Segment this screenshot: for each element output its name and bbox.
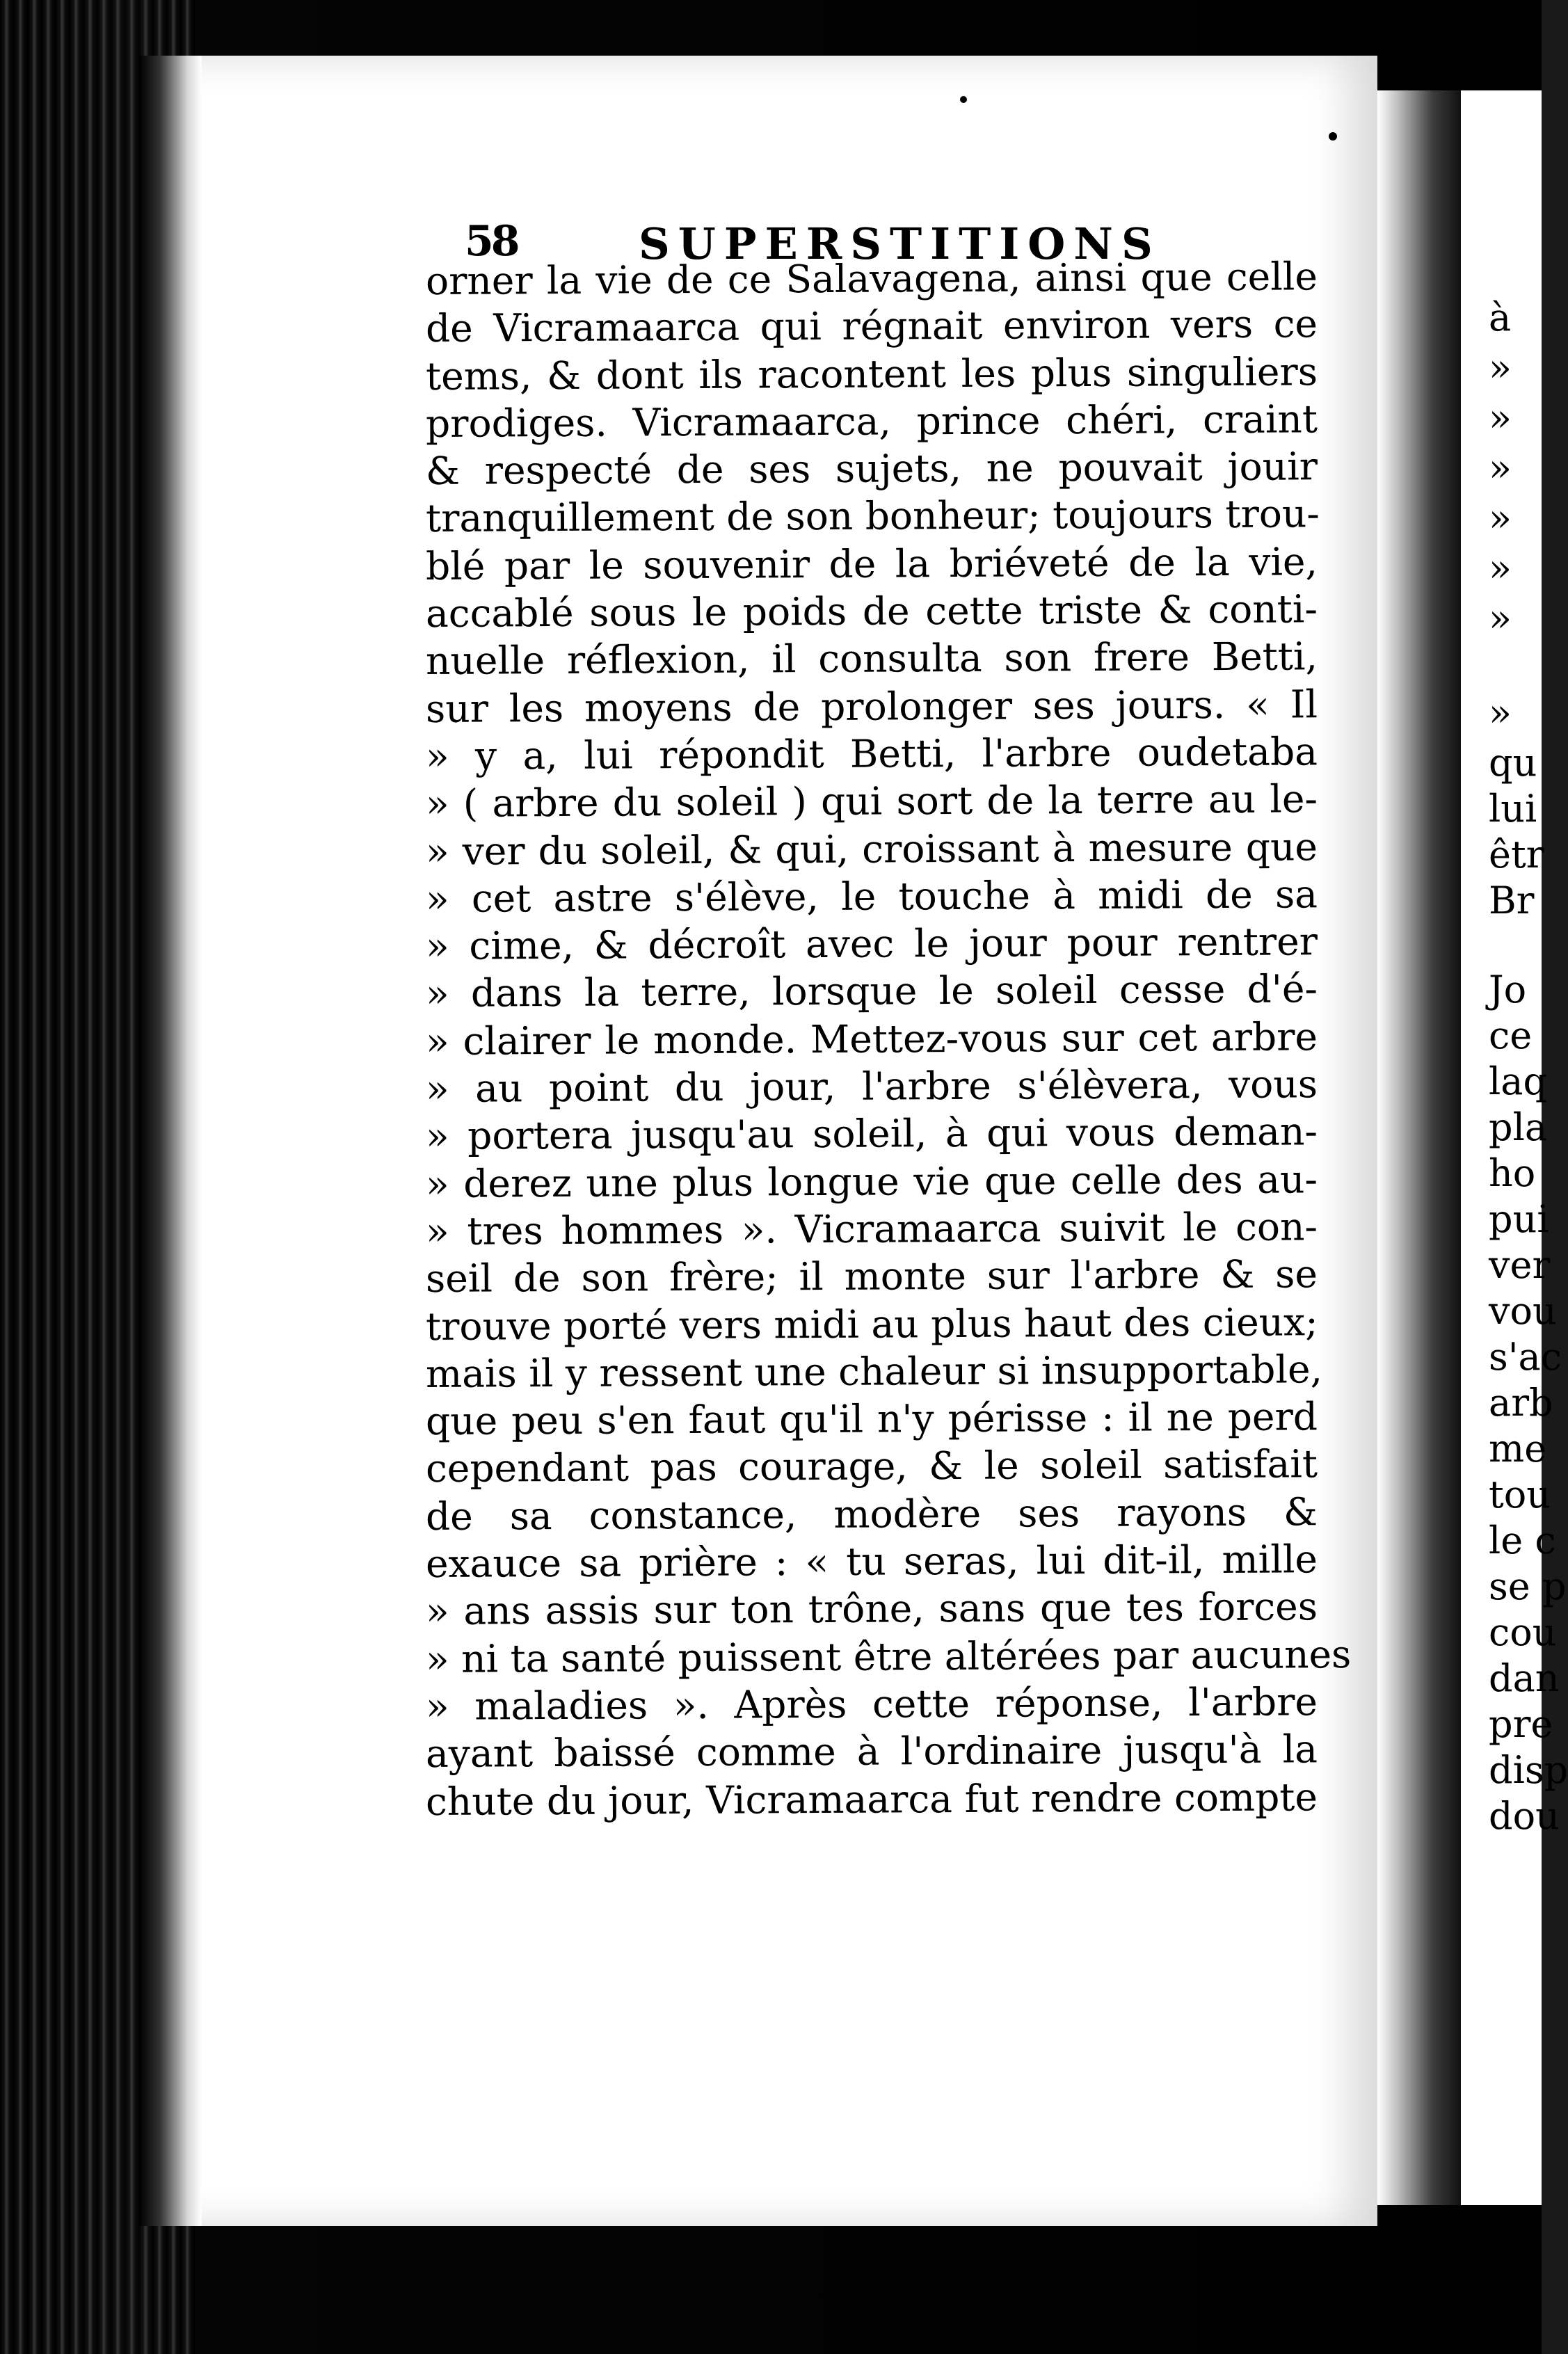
facing-page-fragment: ver (1489, 1243, 1551, 1287)
text-line: nuelle réflexion, il consulta son frere Betti, (425, 634, 1318, 684)
facing-page-fragment: » (1489, 596, 1512, 640)
text-line: » derez une plus longue vie que celle des au- (425, 1156, 1318, 1206)
facing-page-fragment: » (1489, 396, 1512, 440)
facing-page-fragment: tou (1489, 1473, 1551, 1516)
text-line: & respecté de ses sujets, ne pouvait jouir (425, 444, 1318, 494)
facing-page-fragment: se p (1489, 1564, 1567, 1608)
text-line: chute du jour, Vicramaarca fut rendre compte (425, 1774, 1318, 1824)
facing-page-fragment: » (1489, 546, 1512, 590)
facing-page-fragment: êtr (1489, 833, 1544, 876)
facing-page-fragment: dan (1489, 1656, 1560, 1700)
facing-page-fragment: disp (1489, 1748, 1568, 1792)
facing-page-fragment: me (1489, 1427, 1547, 1471)
facing-page-fragment: pla (1489, 1105, 1548, 1149)
text-line: seil de son frère; il monte sur l'arbre & se (425, 1251, 1318, 1302)
text-line: cependant pas courage, & le soleil satisfait (425, 1441, 1318, 1491)
text-line: de sa constance, modère ses rayons & (425, 1489, 1318, 1539)
facing-page-fragment: le c (1489, 1519, 1556, 1562)
facing-page-edge (1461, 90, 1568, 2205)
text-line: exauce sa prière : « tu seras, lui dit-il, mille (425, 1537, 1318, 1587)
text-line: » cet astre s'élève, le touche à midi de sa (425, 872, 1318, 921)
text-line: orner la vie de ce Salavagena, ainsi que celle (425, 254, 1318, 303)
facing-page-fragment: » (1489, 496, 1512, 540)
facing-page-fragment: Jo (1489, 968, 1527, 1011)
facing-page-fragment: ho (1489, 1151, 1536, 1195)
facing-page-fragment: qu (1489, 741, 1537, 785)
page-number: 58 (465, 217, 518, 266)
text-line: » au point du jour, l'arbre s'élèvera, vous (425, 1062, 1318, 1112)
facing-page-fragment: s'ac (1489, 1335, 1562, 1379)
text-line: blé par le souvenir de la briéveté de la vie, (425, 539, 1318, 588)
text-line: sur les moyens de prolonger ses jours. « Il (425, 681, 1318, 731)
text-line: » clairer le monde. Mettez-vous sur cet arbre (425, 1014, 1318, 1064)
text-line: que peu s'en faut qu'il n'y périsse : il ne perd (425, 1394, 1318, 1444)
text-line: de Vicramaarca qui régnait environ vers ce (425, 301, 1318, 351)
text-line: » maladies ». Après cette réponse, l'arbre (425, 1679, 1318, 1729)
ink-speck (1329, 132, 1337, 141)
text-line: » ver du soleil, & qui, croissant à mesure que (425, 824, 1318, 874)
running-title: SUPERSTITIONS (639, 218, 1161, 269)
text-line: tems, & dont ils racontent les plus singuliers (425, 349, 1318, 399)
text-line: » tres hommes ». Vicramaarca suivit le con- (425, 1204, 1318, 1254)
text-line: accablé sous le poids de cette triste & conti- (425, 586, 1318, 636)
text-line: » cime, & décroît avec le jour pour rentrer (425, 919, 1318, 969)
text-line: ayant baissé comme à l'ordinaire jusqu'à la (425, 1727, 1318, 1777)
text-line: » ( arbre du soleil ) qui sort de la terre au le- (425, 776, 1318, 826)
text-line: » ans assis sur ton trône, sans que tes forces (425, 1584, 1318, 1634)
text-line: » ni ta santé puissent être altérées par aucunes (425, 1631, 1352, 1681)
facing-page-fragment: laq (1489, 1059, 1548, 1103)
ink-speck (960, 96, 967, 103)
facing-page-fragment: à (1489, 296, 1512, 339)
facing-page-fragment: ce (1489, 1014, 1533, 1057)
text-line: mais il y ressent une chaleur si insupportable, (425, 1347, 1323, 1396)
facing-page-fragment: vou (1489, 1289, 1557, 1333)
facing-page-fragment: pui (1489, 1197, 1549, 1241)
facing-page-fragment: » (1489, 346, 1512, 390)
text-line: prodiges. Vicramaarca, prince chéri, craint (425, 397, 1318, 446)
facing-page-fragment: pre (1489, 1702, 1553, 1746)
facing-page-fragment: dou (1489, 1794, 1560, 1838)
body-text (425, 254, 1352, 1825)
text-line: tranquillement de son bonheur; toujours trou- (425, 491, 1320, 541)
text-line: » dans la terre, lorsque le soleil cesse d'é- (425, 966, 1318, 1016)
facing-page-fragment: arb (1489, 1381, 1553, 1425)
facing-page-fragment: » (1489, 691, 1512, 735)
facing-page-fragment: Br (1489, 879, 1535, 922)
text-line: trouve porté vers midi au plus haut des cieux; (425, 1299, 1318, 1349)
text-line: » y a, lui répondit Betti, l'arbre oudetaba (425, 729, 1318, 778)
text-line: » portera jusqu'au soleil, à qui vous deman- (425, 1109, 1318, 1159)
facing-page-fragment: » (1489, 446, 1512, 490)
facing-page-fragment: lui (1489, 787, 1537, 831)
facing-page-fragment: cou (1489, 1610, 1557, 1654)
